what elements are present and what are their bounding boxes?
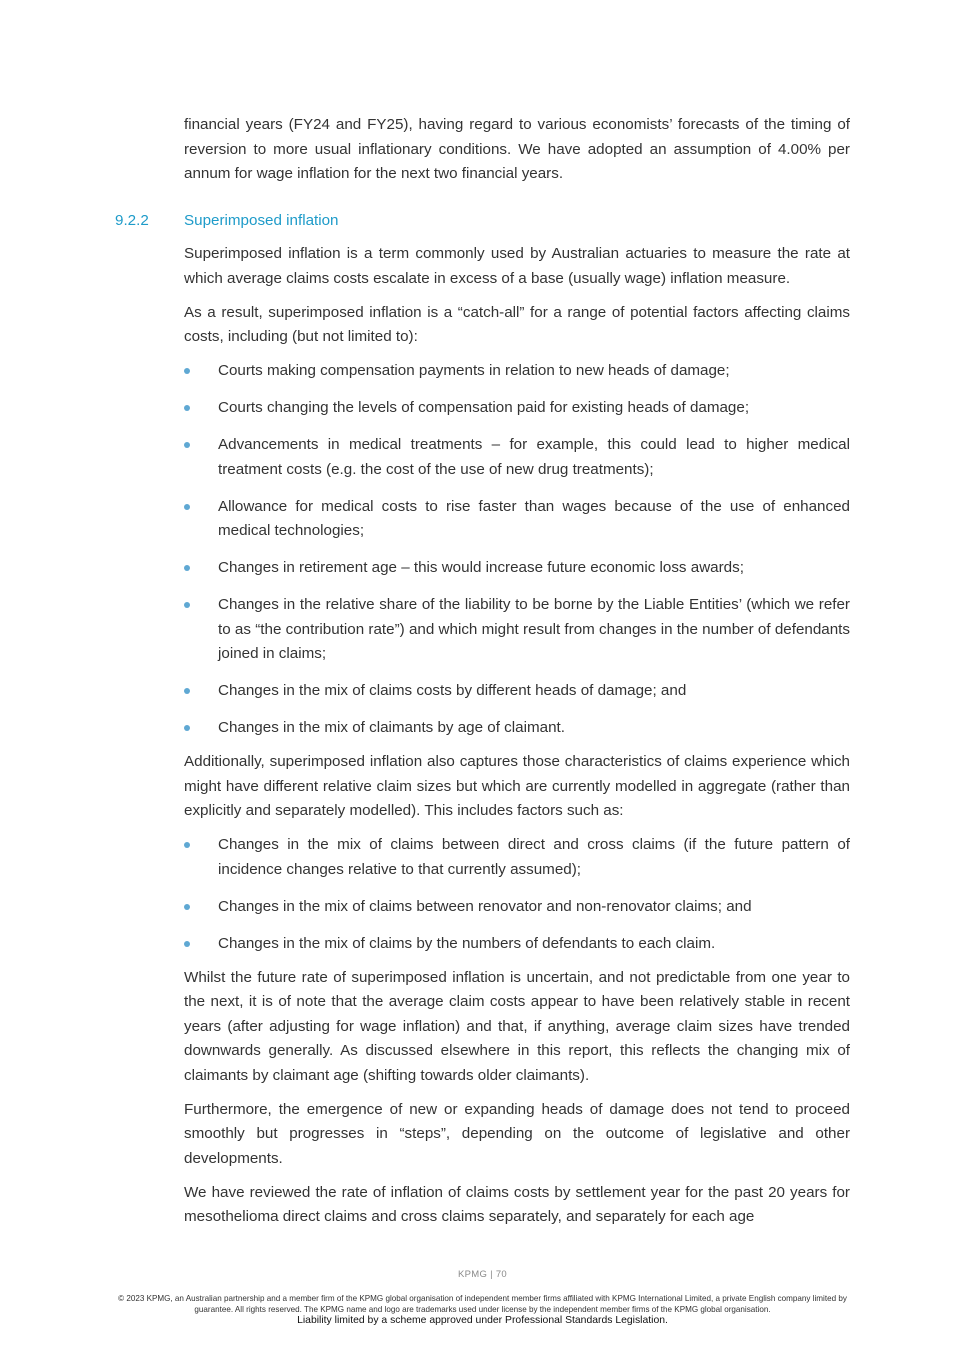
page-number: KPMG | 70 bbox=[458, 1269, 507, 1280]
copyright-notice: © 2023 KPMG, an Australian partnership and a member firm of the KPMG global organisation of independent member firms affiliated with KPMG International Limited, a private English company limited by guarantee. All rights reserved. The KPMG name and logo are trademarks used under license by the independent member firms of the KPMG global organisation. bbox=[118, 1294, 847, 1314]
bullet-icon bbox=[184, 904, 190, 910]
paragraph-additionally: Additionally, superimposed inflation also captures those characteristics of claims experience which might have different relative claim sizes but which are currently modelled in aggregate (rather than explicitly and separately modelled). This includes factors such as: bbox=[184, 753, 850, 819]
list-item: Changes in the mix of claims between direct and cross claims (if the future pattern of incidence changes relative to that currently assumed); bbox=[184, 833, 850, 882]
bullet-icon bbox=[184, 504, 190, 510]
bullet-icon bbox=[184, 368, 190, 374]
bullet-icon bbox=[184, 405, 190, 411]
paragraph-wage-inflation: financial years (FY24 and FY25), having regard to various economists’ forecasts of the timing of reversion to more usual inflationary conditions. We have adopted an assumption of 4.00% per annum for wage inflation for the next two financial years. bbox=[184, 116, 850, 182]
list-item: Changes in retirement age – this would increase future economic loss awards; bbox=[184, 556, 850, 581]
paragraph-furthermore: Furthermore, the emergence of new or expanding heads of damage does not tend to proceed smoothly but progresses in “steps”, depending on the outcome of legislative and other developments. bbox=[184, 1100, 850, 1167]
list-item: Courts changing the levels of compensation paid for existing heads of damage; bbox=[184, 396, 850, 421]
list-item: Changes in the mix of claims between renovator and non-renovator claims; and bbox=[184, 895, 850, 920]
report-body bbox=[115, 113, 850, 1239]
paragraph-whilst: Whilst the future rate of superimposed inflation is uncertain, and not predictable from one year to the next, it is of note that the average claim costs appear to have been relatively stable in recent years (after adjusting for wage inflation) and that, if anything, average claim sizes have trended downwards generally. As discussed elsewhere in this report, this reflects the changing mix of claimants by claimant age (shifting towards older claimants). bbox=[184, 968, 850, 1084]
bullet-icon bbox=[184, 688, 190, 694]
list-item: Changes in the mix of claims by the numbers of defendants to each claim. bbox=[184, 932, 850, 957]
additional-factors-list bbox=[184, 833, 850, 956]
section-number: 9.2.2 bbox=[115, 211, 149, 229]
bullet-icon bbox=[184, 565, 190, 571]
section-heading bbox=[115, 209, 850, 233]
paragraph-reviewed: We have reviewed the rate of inflation of claims costs by settlement year for the past 20 years for mesothelioma direct claims and cross claims separately, and separately for each age bbox=[184, 1183, 850, 1225]
list-item: Advancements in medical treatments – for example, this could lead to higher medical treatment costs (e.g. the cost of the use of new drug treatments); bbox=[184, 433, 850, 482]
bullet-icon bbox=[184, 941, 190, 947]
paragraph-definition: Superimposed inflation is a term commonly used by Australian actuaries to measure the rate at which average claims costs escalate in excess of a base (usually wage) inflation measure. bbox=[184, 245, 850, 287]
list-item: Changes in the mix of claims costs by different heads of damage; and bbox=[184, 679, 850, 704]
list-item: Changes in the relative share of the liability to be borne by the Liable Entities’ (which we refer to as “the contribution rate”) and which might result from changes in the number of defendants joined in claims; bbox=[184, 593, 850, 667]
bullet-icon bbox=[184, 725, 190, 731]
list-item: Courts making compensation payments in relation to new heads of damage; bbox=[184, 359, 850, 384]
paragraph-catch-all: As a result, superimposed inflation is a “catch-all” for a range of potential factors affecting claims costs, including (but not limited to): bbox=[184, 303, 850, 345]
bullet-icon bbox=[184, 442, 190, 448]
bullet-icon bbox=[184, 842, 190, 848]
factors-list bbox=[184, 359, 850, 741]
section-title: Superimposed inflation bbox=[184, 211, 339, 229]
list-item: Changes in the mix of claimants by age of claimant. bbox=[184, 716, 850, 741]
list-item: Allowance for medical costs to rise faster than wages because of the use of enhanced medical technologies; bbox=[184, 495, 850, 544]
bullet-icon bbox=[184, 602, 190, 608]
liability-notice: Liability limited by a scheme approved under Professional Standards Legislation. bbox=[297, 1315, 668, 1326]
